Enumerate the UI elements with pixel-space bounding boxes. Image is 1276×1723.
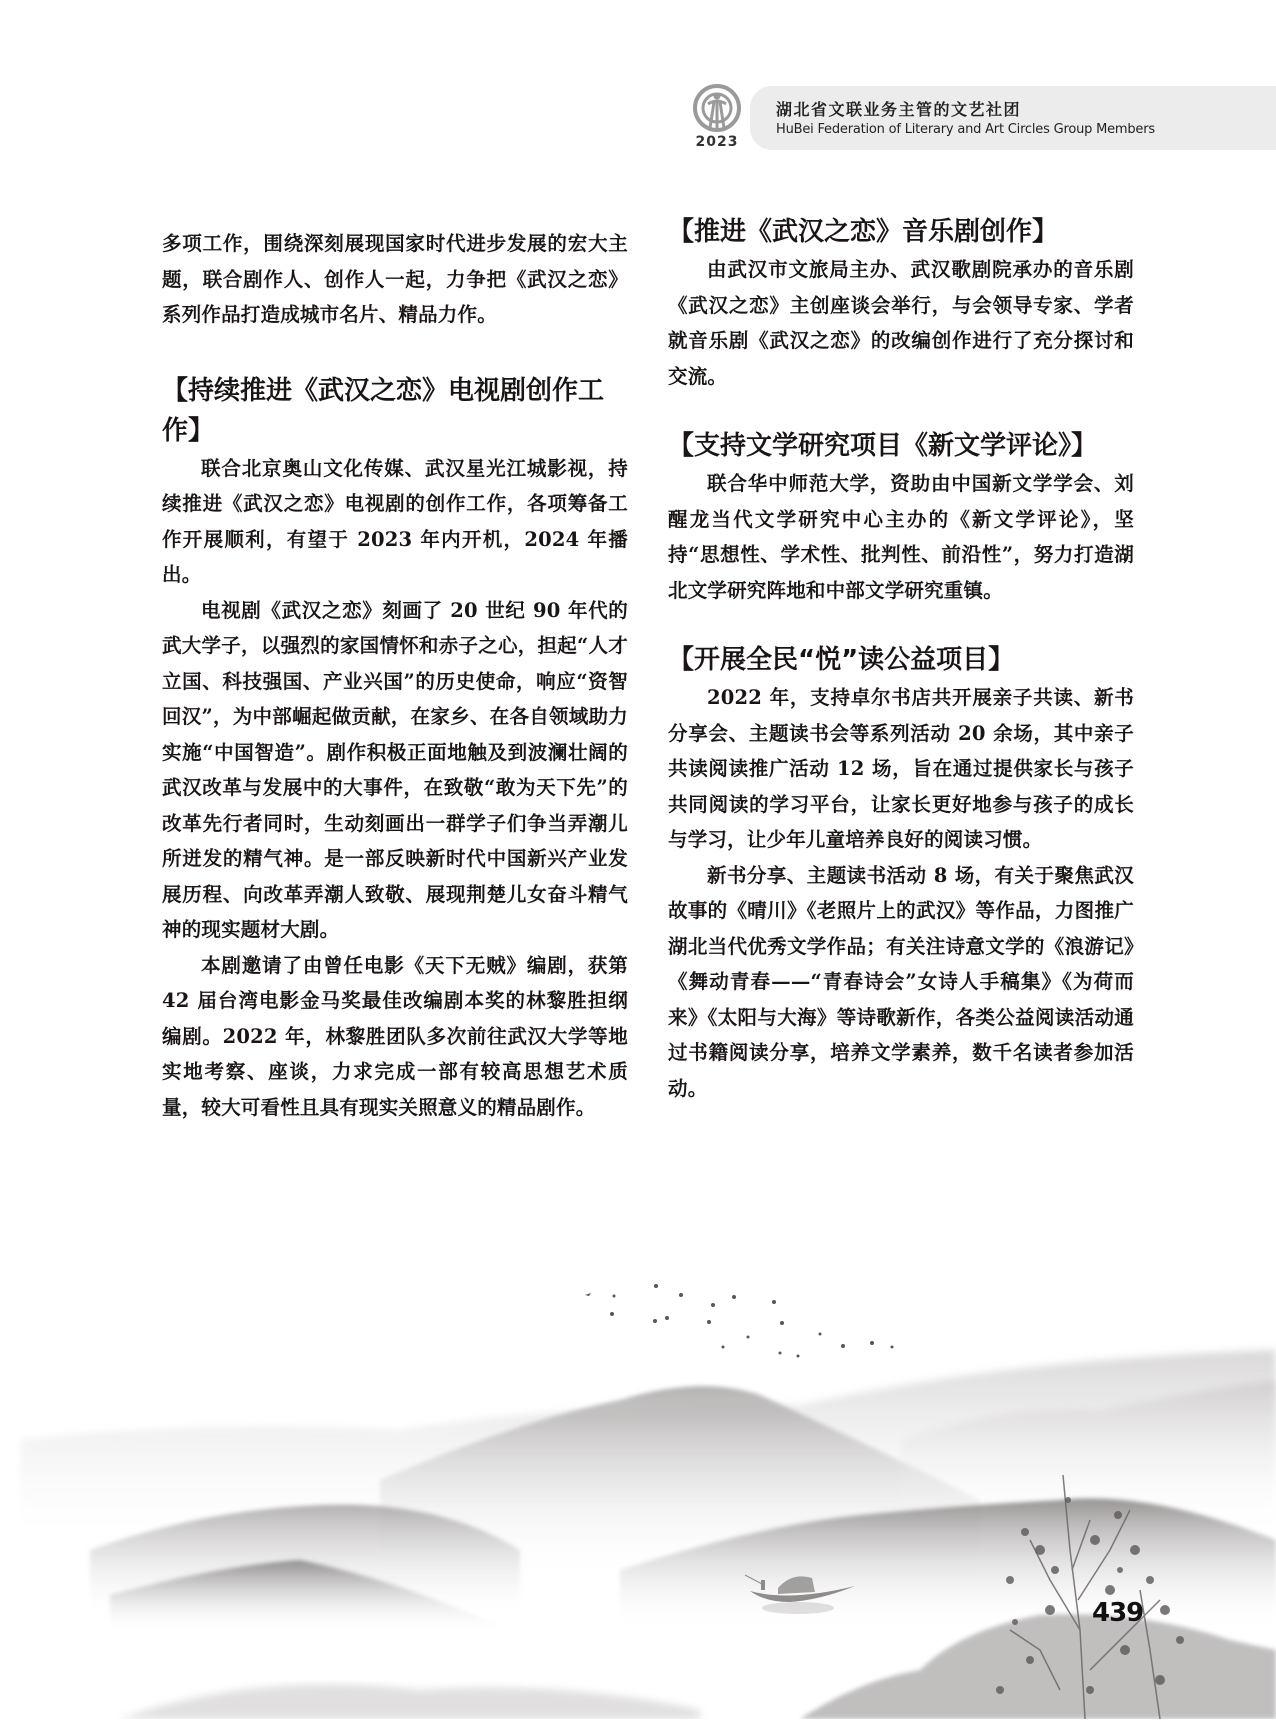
paragraph: 由武汉市文旅局主办、武汉歌剧院承办的音乐剧《武汉之恋》主创座谈会举行，与会领导专家、学者就音乐剧《武汉之恋》的改编创作进行了充分探讨和交流。: [668, 258, 1134, 388]
emblem-icon: [688, 82, 746, 134]
paragraph: 本剧邀请了由曾任电影《天下无贼》编剧，获第 42 届台湾电影金马奖最佳改编剧本奖的林黎胜担纲编剧。2022 年，林黎胜团队多次前往武汉大学等地实地考察、座谈，力求完成一部有较高思想艺术质量，较大可看性且具有现实关照意义的精品剧作。: [162, 953, 628, 1119]
paragraph: 2022 年，支持卓尔书店共开展亲子共读、新书分享会、主题读书会等系列活动 20 余场，其中亲子共读阅读推广活动 12 场，旨在通过提供家长与孩子共同阅读的学习平台，让家长更好地参与孩子的成长与学习，让少年儿童培养良好的阅读习惯。: [668, 686, 1134, 851]
federation-logo: [688, 82, 746, 152]
page-number: 439: [1092, 1598, 1144, 1628]
paragraph: 电视剧《武汉之恋》刻画了 20 世纪 90 年代的武大学子，以强烈的家国情怀和赤子之心，担起“人才立国、科技强国、产业兴国”的历史使命，响应“资智回汉”，为中部崛起做贡献，在家乡、在各自领域助力实施“中国智造”。剧作积极正面地触及到波澜壮阔的武汉改革与发展中的大事件，在致敬“敢为天下先”的改革先行者同时，生动刻画出一群学子们争当弄潮儿所迸发的精气神。是一部反映新时代中国新兴产业发展历程、向改革弄潮人致敬、展现荆楚儿女奋斗精气神的现实题材大剧。: [162, 598, 628, 941]
section-heading-reading-project: 【开展全民“悦”读公益项目】: [668, 645, 1015, 675]
landscape-illustration: [0, 1250, 1276, 1719]
left-column: [162, 226, 628, 1125]
section-heading-musical: 【推进《武汉之恋》音乐剧创作】: [668, 217, 1059, 247]
ink-wash-landscape: [0, 1250, 1276, 1719]
paragraph: 联合北京奥山文化传媒、武汉星光江城影视，持续推进《武汉之恋》电视剧的创作工作，各项筹备工作开展顺利，有望于 2023 年内开机，2024 年播出。: [162, 456, 628, 586]
header-title-chinese: 湖北省文联业务主管的文艺社团: [776, 100, 1022, 119]
section-heading-tv-drama: 【持续推进《武汉之恋》电视剧创作工作】: [162, 375, 605, 446]
paragraph: 新书分享、主题读书活动 8 场，有关于聚焦武汉故事的《晴川》《老照片上的武汉》等作品，力图推广湖北当代优秀文学作品；有关注诗意文学的《浪游记》《舞动青春——“青春诗会”女诗人手稿集》《为荷而来》《太阳与大海》等诗歌新作，各类公益阅读活动通过书籍阅读分享，培养文学素养，数千名读者参加活动。: [668, 863, 1134, 1100]
intro-paragraph: 多项工作，围绕深刻展现国家时代进步发展的宏大主题，联合剧作人、创作人一起，力争把《武汉之恋》系列作品打造成城市名片、精品力作。: [162, 232, 628, 326]
birds-icon: [585, 1284, 894, 1358]
logo-year: 2023: [695, 134, 739, 150]
section-heading-literary-research: 【支持文学研究项目《新文学评论》】: [668, 431, 1098, 461]
paragraph: 联合华中师范大学，资助由中国新文学学会、刘醒龙当代文学研究中心主办的《新文学评论》，坚持“思想性、学术性、批判性、前沿性”，努力打造湖北文学研究阵地和中部文学研究重镇。: [668, 472, 1134, 602]
header-title-english: HuBei Federation of Literary and Art Circles Group Members: [776, 122, 1155, 137]
right-column: [668, 212, 1134, 1106]
